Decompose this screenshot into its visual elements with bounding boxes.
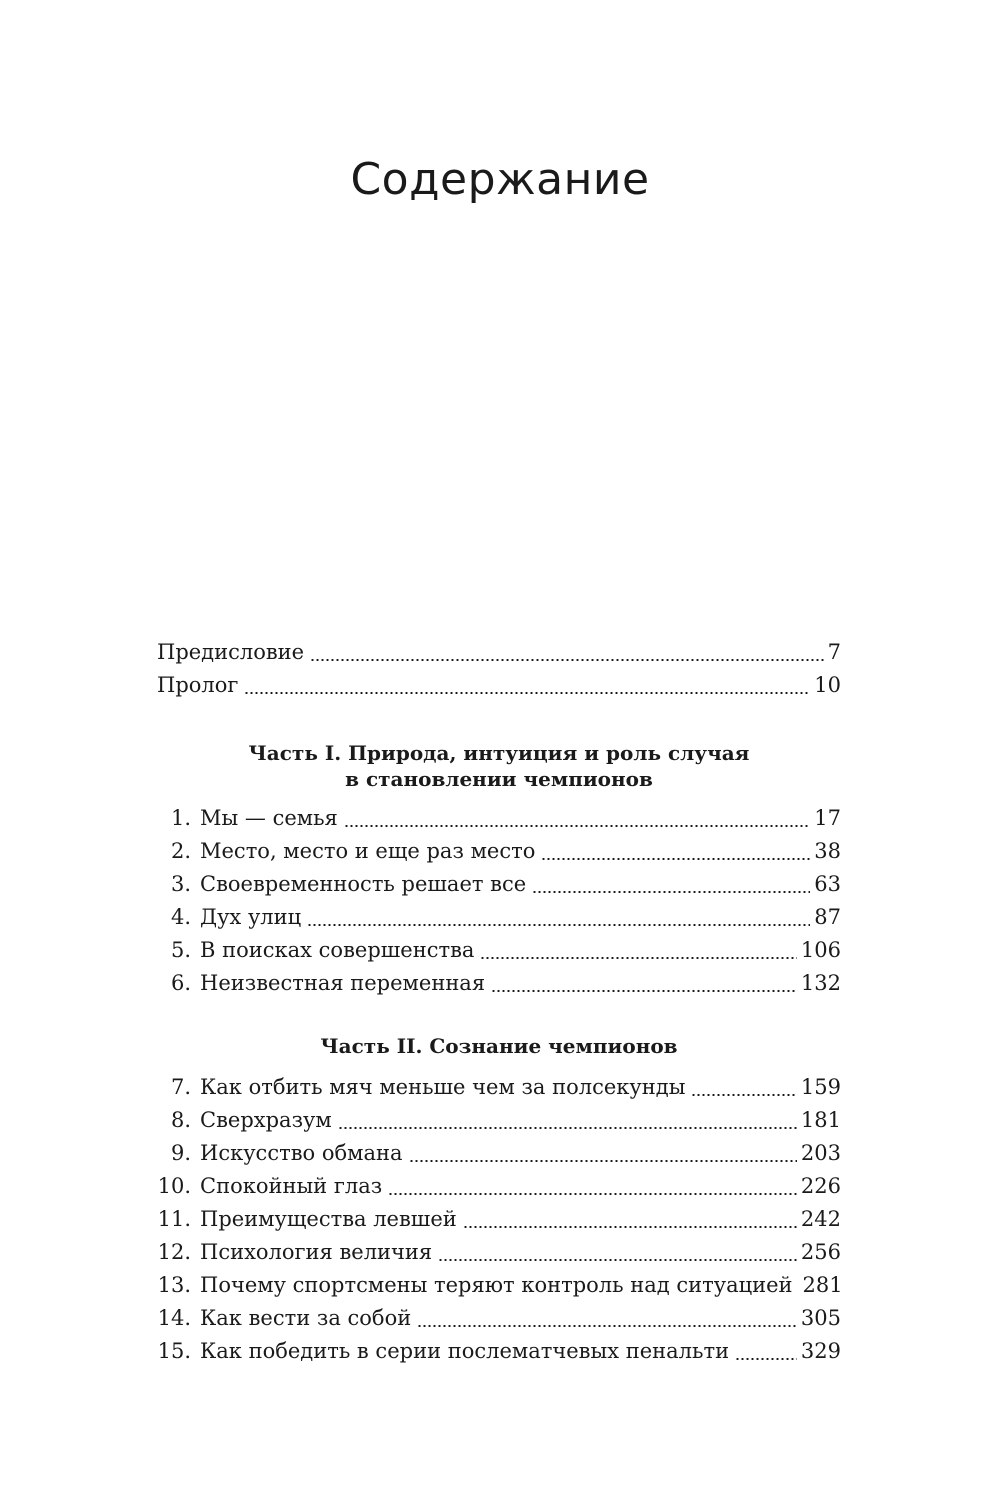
chapter-page: 256 [800, 1240, 841, 1264]
chapter-number: 9. [170, 1141, 191, 1165]
chapter-title: Как вести за собой [200, 1306, 412, 1330]
part-heading-line: Часть I. Природа, интуиция и роль случая [248, 741, 750, 765]
page-title: Содержание [350, 154, 650, 205]
chapter-title: Спокойный глаз [200, 1174, 383, 1198]
toc-entry-page: 10 [814, 673, 841, 697]
toc-chapter-13[interactable] [157, 1269, 841, 1302]
chapter-title: В поисках совершенства [200, 938, 475, 962]
toc-chapter-10[interactable] [157, 1170, 841, 1203]
chapter-number: 3. [170, 872, 191, 896]
chapter-page: 242 [800, 1207, 841, 1231]
part-heading-line: Часть II. Сознание чемпионов [320, 1034, 678, 1058]
toc-entry-title: Пролог [157, 673, 239, 697]
toc-chapter-5[interactable] [157, 934, 841, 967]
chapter-number: 13. [157, 1273, 191, 1297]
toc-chapter-7[interactable] [157, 1071, 841, 1104]
chapter-page: 132 [800, 971, 841, 995]
toc-entry-title: Предисловие [157, 640, 305, 664]
chapter-number: 6. [170, 971, 191, 995]
toc-chapter-2[interactable] [157, 835, 841, 868]
chapter-page: 17 [814, 806, 841, 830]
toc-entry-prologue[interactable] [157, 669, 841, 702]
chapter-number: 1. [170, 806, 191, 830]
toc-chapter-15[interactable] [157, 1335, 841, 1368]
chapter-page: 63 [814, 872, 841, 896]
chapter-title: Сверхразум [200, 1108, 332, 1132]
dot-leader [691, 1094, 796, 1096]
dot-leader [417, 1325, 797, 1327]
chapter-title: Как отбить мяч меньше чем за полсекунды [200, 1075, 686, 1099]
chapter-page: 38 [814, 839, 841, 863]
dot-leader [344, 825, 810, 827]
chapter-number: 4. [170, 905, 191, 929]
chapter-title: Своевременность решает все [200, 872, 527, 896]
toc-entry-page: 7 [827, 640, 841, 664]
chapter-page: 181 [800, 1108, 841, 1132]
part-1-heading[interactable] [157, 740, 841, 792]
chapter-number: 12. [157, 1240, 191, 1264]
chapter-title: Неизвестная переменная [200, 971, 486, 995]
chapter-page: 106 [800, 938, 841, 962]
chapter-page: 281 [802, 1273, 843, 1297]
chapter-number: 7. [170, 1075, 191, 1099]
dot-leader [338, 1127, 797, 1129]
toc-chapter-8[interactable] [157, 1104, 841, 1137]
chapter-page: 87 [814, 905, 841, 929]
chapter-title: Искусство обмана [200, 1141, 403, 1165]
toc-chapter-6[interactable] [157, 967, 841, 1000]
chapter-title: Мы — семья [200, 806, 338, 830]
chapter-page: 159 [800, 1075, 841, 1099]
dot-leader [491, 990, 797, 992]
dot-leader [463, 1226, 797, 1228]
table-of-contents [157, 636, 841, 1368]
chapter-title: Психология величия [200, 1240, 433, 1264]
chapter-number: 11. [157, 1207, 191, 1231]
toc-chapter-11[interactable] [157, 1203, 841, 1236]
dot-leader [244, 692, 810, 694]
chapter-page: 305 [800, 1306, 841, 1330]
part-heading-line: в становлении чемпионов [345, 767, 653, 791]
toc-chapter-14[interactable] [157, 1302, 841, 1335]
chapter-page: 203 [800, 1141, 841, 1165]
chapter-title: Почему спортсмены теряют контроль над ситуацией [200, 1273, 793, 1297]
chapter-title: Как победить в серии послематчевых пенальти [200, 1339, 730, 1363]
dot-leader [735, 1358, 797, 1360]
chapter-title: Преимущества левшей [200, 1207, 457, 1231]
chapter-number: 5. [170, 938, 191, 962]
chapter-number: 14. [157, 1306, 191, 1330]
dot-leader [307, 924, 810, 926]
chapter-page: 329 [800, 1339, 841, 1363]
chapter-page: 226 [800, 1174, 841, 1198]
toc-chapter-1[interactable] [157, 802, 841, 835]
toc-chapter-9[interactable] [157, 1137, 841, 1170]
dot-leader [480, 957, 796, 959]
chapter-number: 15. [157, 1339, 191, 1363]
dot-leader [438, 1259, 797, 1261]
dot-leader [532, 891, 810, 893]
toc-chapter-12[interactable] [157, 1236, 841, 1269]
chapter-number: 10. [157, 1174, 191, 1198]
chapter-number: 8. [170, 1108, 191, 1132]
chapter-title: Дух улиц [200, 905, 302, 929]
toc-entry-preface[interactable] [157, 636, 841, 669]
part-2-heading[interactable] [157, 1033, 841, 1059]
dot-leader [310, 659, 824, 661]
dot-leader [388, 1193, 797, 1195]
dot-leader [541, 858, 810, 860]
chapter-number: 2. [170, 839, 191, 863]
dot-leader [409, 1160, 797, 1162]
toc-chapter-3[interactable] [157, 868, 841, 901]
chapter-title: Место, место и еще раз место [200, 839, 536, 863]
toc-chapter-4[interactable] [157, 901, 841, 934]
